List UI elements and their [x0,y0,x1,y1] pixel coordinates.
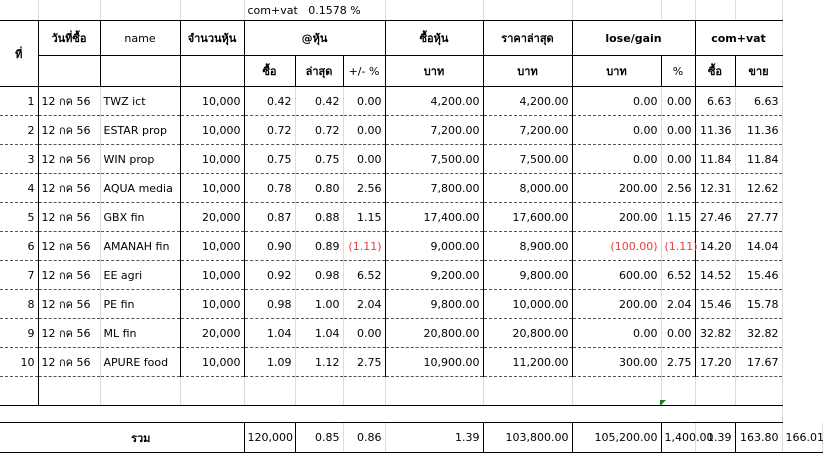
cell-cv-sell[interactable]: 15.78 [735,290,782,319]
cell-latest-amt[interactable]: 10,000.00 [483,290,572,319]
header-buy-amount[interactable]: ซื้อหุ้น [385,21,483,56]
total-label[interactable]: รวม [38,423,244,453]
total-latest[interactable]: 0.86 [343,423,385,453]
cell-latest[interactable]: 0.80 [295,174,343,203]
comvat-note-label: com+vat [247,3,298,17]
cell-cv-sell[interactable]: 15.46 [735,261,782,290]
cell-lg-baht[interactable]: 200.00 [572,290,661,319]
cell-chg[interactable]: 1.15 [343,203,385,232]
header-pct-change[interactable]: +/- % [343,56,385,87]
cell[interactable] [695,0,735,21]
table-row [0,261,823,290]
total-qty[interactable]: 120,000 [244,423,295,453]
total-buy[interactable]: 0.85 [295,423,343,453]
cell-no[interactable]: 6 [0,232,38,261]
cell[interactable] [735,377,782,406]
cell-latest[interactable]: 0.88 [295,203,343,232]
cell-chg[interactable]: 2.04 [343,290,385,319]
cell-latest-amt[interactable]: 4,200.00 [483,87,572,116]
cell[interactable] [572,377,661,406]
cell-latest-amt[interactable]: 9,800.00 [483,261,572,290]
cell[interactable] [343,377,385,406]
cell-latest[interactable]: 0.72 [295,116,343,145]
cell-date[interactable]: 12 กค 56 [38,261,100,290]
cell-buy-amt[interactable]: 4,200.00 [385,87,483,116]
cell-lg-pct[interactable]: 0.00 [661,116,695,145]
cell-no[interactable]: 9 [0,319,38,348]
cell-qty[interactable]: 10,000 [180,87,244,116]
cell-qty[interactable]: 10,000 [180,232,244,261]
header-buy[interactable]: ซื้อ [244,56,295,87]
cell-chg[interactable]: 6.52 [343,261,385,290]
header-baht-lg[interactable]: บาท [572,56,661,87]
cell-lg-baht[interactable]: 200.00 [572,203,661,232]
cell-chg[interactable]: 2.75 [343,348,385,377]
cell-lg-pct[interactable]: 0.00 [661,145,695,174]
cell-qty[interactable]: 10,000 [180,174,244,203]
cell-cv-buy[interactable]: 11.84 [695,145,735,174]
table-row [0,145,823,174]
cell-name[interactable]: ESTAR prop [100,116,180,145]
cell-latest-amt[interactable]: 20,800.00 [483,319,572,348]
cell-cv-buy[interactable]: 6.63 [695,87,735,116]
total-chg[interactable]: 1.39 [385,423,483,453]
total-cv-sell[interactable]: 166.01 [782,423,823,453]
cell-lg-pct[interactable]: 0.00 [661,319,695,348]
cell-no[interactable]: 4 [0,174,38,203]
cell-latest[interactable]: 0.75 [295,145,343,174]
cell-latest[interactable]: 1.04 [295,319,343,348]
cell-qty[interactable]: 10,000 [180,348,244,377]
cell-no[interactable]: 1 [0,87,38,116]
header-pct[interactable]: % [661,56,695,87]
cell-chg[interactable]: 2.56 [343,174,385,203]
cell-date[interactable]: 12 กค 56 [38,319,100,348]
cell-cv-buy[interactable]: 12.31 [695,174,735,203]
table-row [0,116,823,145]
cell-lg-baht[interactable]: 600.00 [572,261,661,290]
cell-name[interactable]: PE fin [100,290,180,319]
total-lg-pct[interactable]: 1.39 [695,423,735,453]
header-qty[interactable]: จำนวนหุ้น [180,21,244,56]
cell-no[interactable]: 8 [0,290,38,319]
table-row [0,87,823,116]
cell-buy[interactable]: 1.04 [244,319,295,348]
cell-no[interactable]: 5 [0,203,38,232]
cell-chg[interactable]: 0.00 [343,87,385,116]
cell-lg-pct[interactable]: 2.56 [661,174,695,203]
cell-cv-buy[interactable]: 14.52 [695,261,735,290]
cell-cv-sell[interactable]: 12.62 [735,174,782,203]
header-baht-buy[interactable]: บาท [385,56,483,87]
header-lose-gain[interactable]: lose/gain [572,21,695,56]
cell-cv-sell[interactable]: 11.36 [735,116,782,145]
cell-buy-amt[interactable]: 20,800.00 [385,319,483,348]
cell[interactable] [100,377,180,406]
cell[interactable] [38,56,100,87]
cell-cv-sell[interactable]: 27.77 [735,203,782,232]
cell-qty[interactable]: 10,000 [180,290,244,319]
cell-buy-amt[interactable]: 17,400.00 [385,203,483,232]
cell[interactable] [385,377,483,406]
cell-latest-amt[interactable]: 17,600.00 [483,203,572,232]
cell-cv-buy[interactable]: 32.82 [695,319,735,348]
comvat-note-unit: % [350,3,361,17]
cell-cv-buy[interactable]: 15.46 [695,290,735,319]
table-row [0,290,823,319]
cell-lg-baht[interactable]: 0.00 [572,145,661,174]
table-row [0,174,823,203]
cell-buy-amt[interactable]: 9,200.00 [385,261,483,290]
cell-cv-buy[interactable]: 14.20 [695,232,735,261]
cell-buy-amt[interactable]: 7,200.00 [385,116,483,145]
cell-qty[interactable]: 20,000 [180,319,244,348]
cell[interactable] [0,0,38,21]
cell-name[interactable]: ML fin [100,319,180,348]
cell-lg-pct[interactable]: 1.15 [661,203,695,232]
total-lg-baht[interactable]: 1,400.00 [661,423,695,453]
cell-buy-amt[interactable]: 9,800.00 [385,290,483,319]
cell[interactable] [180,56,244,87]
cell[interactable] [572,0,661,21]
cell-lg-pct[interactable]: (1.11) [661,232,695,261]
cell-no[interactable]: 2 [0,116,38,145]
cell-no[interactable]: 7 [0,261,38,290]
cell-latest[interactable]: 1.00 [295,290,343,319]
cell-latest[interactable]: 0.89 [295,232,343,261]
cell[interactable] [695,377,735,406]
cell-cv-sell[interactable]: 14.04 [735,232,782,261]
cell-name[interactable]: AMANAH fin [100,232,180,261]
cell-date[interactable]: 12 กค 56 [38,87,100,116]
cell-chg[interactable]: 0.00 [343,116,385,145]
data-rows [0,87,823,377]
cell-latest-amt[interactable]: 7,200.00 [483,116,572,145]
cell-date[interactable]: 12 กค 56 [38,145,100,174]
cell[interactable] [483,0,572,21]
total-buy-amt[interactable]: 103,800.00 [483,423,572,453]
cell-latest[interactable]: 1.12 [295,348,343,377]
header-name[interactable]: name [100,21,180,56]
header-no[interactable]: ที่ [0,21,38,87]
cell-buy[interactable]: 0.90 [244,232,295,261]
cell-buy[interactable]: 0.75 [244,145,295,174]
cell-date[interactable]: 12 กค 56 [38,174,100,203]
cell-name[interactable]: GBX fin [100,203,180,232]
cell[interactable] [661,377,695,406]
cell-cv-sell[interactable]: 11.84 [735,145,782,174]
cell-buy-amt[interactable]: 10,900.00 [385,348,483,377]
cell-cv-sell[interactable]: 17.67 [735,348,782,377]
cell-qty[interactable]: 10,000 [180,145,244,174]
cell[interactable] [0,406,782,423]
cell-lg-baht[interactable]: 0.00 [572,319,661,348]
header-baht-latest[interactable]: บาท [483,56,572,87]
total-latest-amt[interactable]: 105,200.00 [572,423,661,453]
cell-chg[interactable]: (1.11) [343,232,385,261]
cell-lg-baht[interactable]: 0.00 [572,87,661,116]
cell-qty[interactable]: 10,000 [180,116,244,145]
cell[interactable] [735,0,782,21]
cell-date[interactable]: 12 กค 56 [38,290,100,319]
cell-lg-pct[interactable]: 2.75 [661,348,695,377]
table-row [0,232,823,261]
cell-buy[interactable]: 1.09 [244,348,295,377]
comvat-note[interactable] [244,0,385,21]
table-row [0,319,823,348]
header-comvat[interactable]: com+vat [695,21,782,56]
cell-lg-pct[interactable]: 0.00 [661,87,695,116]
cell-latest-amt[interactable]: 8,000.00 [483,174,572,203]
cell-lg-pct[interactable]: 6.52 [661,261,695,290]
cell-name[interactable]: EE agri [100,261,180,290]
cell-latest-amt[interactable]: 7,500.00 [483,145,572,174]
cell[interactable] [180,0,244,21]
cell[interactable] [244,377,295,406]
cell-buy[interactable]: 0.98 [244,290,295,319]
cell-date[interactable]: 12 กค 56 [38,348,100,377]
cell-buy[interactable]: 0.72 [244,116,295,145]
cell-buy-amt[interactable]: 7,500.00 [385,145,483,174]
total-cv-buy[interactable]: 163.80 [735,423,782,453]
cell-buy[interactable]: 0.92 [244,261,295,290]
cell[interactable] [0,377,38,406]
cell-buy-amt[interactable]: 7,800.00 [385,174,483,203]
cell[interactable] [295,377,343,406]
table-row [0,348,823,377]
cell-chg[interactable]: 0.00 [343,319,385,348]
cell-lg-pct[interactable]: 2.04 [661,290,695,319]
cell-date[interactable]: 12 กค 56 [38,232,100,261]
cell-lg-baht[interactable]: 0.00 [572,116,661,145]
cell-chg[interactable]: 0.00 [343,145,385,174]
cell-name[interactable]: TWZ ict [100,87,180,116]
cell[interactable] [0,423,38,453]
header-date[interactable]: วันที่ซื้อ [38,21,100,56]
cell-latest-amt[interactable]: 8,900.00 [483,232,572,261]
cell-latest-amt[interactable]: 11,200.00 [483,348,572,377]
cell[interactable] [661,0,695,21]
cell-lg-baht[interactable]: (100.00) [572,232,661,261]
cell-no[interactable]: 3 [0,145,38,174]
table-row [0,203,823,232]
cell-buy-amt[interactable]: 9,000.00 [385,232,483,261]
comvat-note-value: 0.1578 [308,3,347,17]
cell[interactable] [38,377,100,406]
header-buy-comvat[interactable]: ซื้อ [695,56,735,87]
comment-indicator-icon [660,400,666,406]
cell-date[interactable]: 12 กค 56 [38,116,100,145]
cell-no[interactable]: 10 [0,348,38,377]
cell-qty[interactable]: 10,000 [180,261,244,290]
cell-cv-buy[interactable]: 11.36 [695,116,735,145]
cell-name[interactable]: AQUA media [100,174,180,203]
cell[interactable] [38,0,100,21]
cell[interactable] [385,0,483,21]
header-per-share[interactable]: @หุ้น [244,21,385,56]
cell-cv-buy[interactable]: 27.46 [695,203,735,232]
header-latest-price[interactable]: ราคาล่าสุด [483,21,572,56]
cell-qty[interactable]: 20,000 [180,203,244,232]
cell-buy[interactable]: 0.87 [244,203,295,232]
cell-buy[interactable]: 0.78 [244,174,295,203]
cell-name[interactable]: APURE food [100,348,180,377]
cell[interactable] [100,56,180,87]
cell-cv-sell[interactable]: 6.63 [735,87,782,116]
cell-cv-sell[interactable]: 32.82 [735,319,782,348]
cell-lg-baht[interactable]: 300.00 [572,348,661,377]
header-sell-comvat[interactable]: ขาย [735,56,782,87]
cell-buy[interactable]: 0.42 [244,87,295,116]
cell-name[interactable]: WIN prop [100,145,180,174]
cell[interactable] [180,377,244,406]
cell-latest[interactable]: 0.98 [295,261,343,290]
cell-cv-buy[interactable]: 17.20 [695,348,735,377]
header-latest[interactable]: ล่าสุด [295,56,343,87]
cell-lg-baht[interactable]: 200.00 [572,174,661,203]
cell-latest[interactable]: 0.42 [295,87,343,116]
cell[interactable] [100,0,180,21]
cell-date[interactable]: 12 กค 56 [38,203,100,232]
cell[interactable] [483,377,572,406]
